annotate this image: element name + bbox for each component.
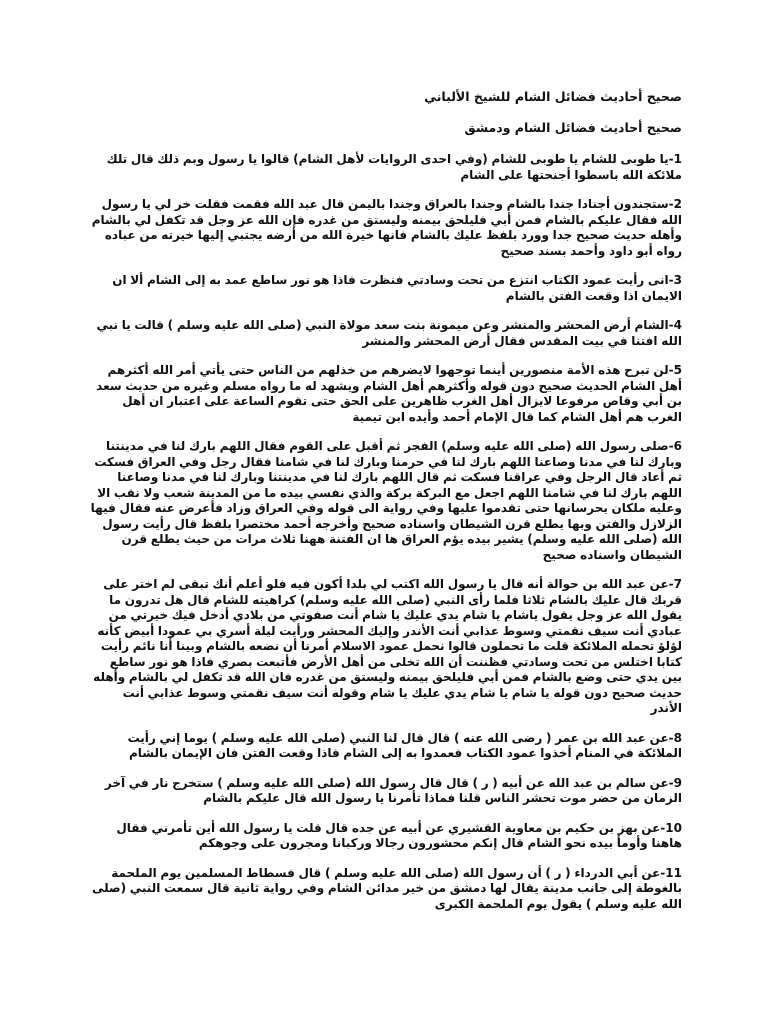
- hadith-paragraph-1: 1-يا طوبى للشام يا طوبى للشام (وفي احدى الروايات لأهل الشام) قالوا يا رسول وبم ذلك قال تلك ملائكة الله باسطوا أجنحتها على الشام: [106, 152, 682, 182]
- hadith-paragraph-4: 4-الشام أرض المحشر والمنشر وعن ميمونة بنت سعد مولاة النبي (صلى الله عليه وسلم ) قالت يا نبي الله افتنا في بيت المقدس فقال أرض المحشر والمنشر: [96, 318, 682, 348]
- hadith-paragraph-8: 8-عن عبد الله بن عمر ( رضى الله عنه ) قال قال لنا النبي (صلى الله عليه وسلم ) يوما إني رأيت الملائكة في المنام أخذوا عمود الكتاب فعمدوا به إلى الشام فاذا وقعت الفتن فان الإيمان بالشام: [127, 730, 682, 760]
- hadith-paragraph-6: 6-صلى رسول الله (صلى الله عليه وسلم) الفجر ثم أقبل على القوم فقال اللهم بارك لنا في مدينتنا وبارك لنا في مدنا وصاعنا اللهم بارك لنا في حرمنا وبارك لنا في شامنا فقال رجل وفي العراق فسكت ثم أعاد قال الرجل وفي عراقنا فسكت ثم قال اللهم بارك لنا في مدينتنا وبارك لنا في مدنا وصاعنا اللهم بارك لنا في شامنا اللهم اجعل مع البركة بركة والذي نفسي بيده ما من المدينة شعب ولا نقب الا وعليه ملكان يحرسانها حتى تقدموا عليها وفي رواية الى قوله وفي العراق وزاد فأعرض عنه فقال فيها الزلازل والفتن وبها يطلع قرن الشيطان واسناده صحيح وأخرجه أحمد مختصرا بلفظ قال رأيت رسول الله (صلى الله عليه وسلم) يشير بيده يؤم العراق ها ان الفتنة ههنا ثلاث مرات من حيث يطلع قرن الشيطان واسناده صحيح: [90, 439, 682, 562]
- hadith-paragraph-11: 11-عن أبي الدرداء ( ر ) أن رسول الله (صلى الله عليه وسلم ) قال فسطاط المسلمين يوم الملحمة بالغوطة إلى جانب مدينة يقال لها دمشق من خير مدائن الشام وفي رواية ثانية قال سمعت النبي (صلى الله عليه وسلم ) يقول يوم الملحمة الكبرى: [91, 865, 682, 911]
- hadith-paragraph-10: 10-عن بهز بن حكيم بن معاوية القشيري عن أبيه عن جده قال قلت يا رسول الله أين تأمرني فقال هاهنا وأومأ بيده نحو الشام قال إنكم محشورون رجالا وركبانا ومجرون على وجوهكم: [116, 820, 682, 850]
- hadith-paragraph-7: 7-عن عبد الله بن حوالة أنه قال يا رسول الله اكتب لي بلدا أكون فيه فلو أعلم أنك تبقى لم اختر على قربك قال عليك بالشام ثلاثا فلما رأى النبي (صلى الله عليه وسلم) كراهيته للشام قال هل تدرون ما يقول الله عز وجل يقول ياشام يا شام يدي عليك يا شام أنت صفوتي من بلادي أدخل فيك خيرتي من عبادي أنت سيف نقمتي وسوط عذابي أنت الأندر وإليك المحشر ورأيت ليلة أسري بي عمودا أبيض كأنه لؤلؤ تحمله الملائكة قلت ما تحملون قالوا نحمل عمود الاسلام أمرنا أن نضعه بالشام وبينا أنا نائم رأيت كتابا اختلس من تحت وسادتي فظننت أن الله تخلى من أهل الأرض فأتبعت بصري فاذا هو نور ساطع بين يدي حتى وضع بالشام فمن أبي فليلحق بيمنه وليستق من غدره فان الله قد تكفل لي بالشام وأهله حديث صحيح دون قوله يا شام يا شام يدي عليك يا شام وقوله أنت سيف نقمتي وسوط عذابي أنت الأندر: [93, 577, 682, 715]
- hadith-paragraph-5: 5-لن تبرح هذه الأمة منصورين أينما توجهوا لايضرهم من خذلهم من الناس حتى يأتي أمر الله أكثرهم أهل الشام الحديث صحيح دون قوله وأكثرهم أهل الشام ويشهد له ما رواه مسلم وغيره من حديث سعد بن أبي وقاص مرفوعا لايزال أهل الغرب ظاهرين على الحق حتى تقوم الساعة على اعتبار ان أهل الغرب هم أهل الشام كما قال الإمام أحمد وأيده ابن تيمية: [96, 363, 682, 424]
- hadith-paragraph-3: 3-انى رأيت عمود الكتاب انتزع من تحت وسادتي فنظرت فاذا هو نور ساطع عمد به إلى الشام ألا ان الايمان اذا وقعت الفتن بالشام: [112, 273, 682, 303]
- document-page: [88, 88, 682, 926]
- hadith-paragraph-9: 9-عن سالم بن عبد الله عن أبيه ( ر ) قال قال رسول الله (صلى الله عليه وسلم ) ستخرج نار في آخر الزمان من حضر موت تحشر الناس قلنا فماذا تأمرنا يا رسول الله قال عليكم بالشام: [104, 775, 682, 805]
- hadith-paragraph-2: 2-ستجندون أجنادا جندا بالشام وجندا بالعراق وجندا باليمن قال عبد الله فقمت فقلت خر لي يا رسول الله فقال عليكم بالشام فمن أبي فليلحق بيمنه وليستق من غدره فإن الله عز وجل قد تكفل لي بالشام وأهله حديث صحيح جدا وورد بلفظ عليك بالشام فانها خيرة الله من أرضه يجتبي إليها خيرته من عباده رواه أبو داود وأحمد بسند صحيح: [91, 197, 682, 258]
- document-title: صحيح أحاديث فضائل الشام للشيخ الألباني: [424, 89, 682, 104]
- document-subtitle: صحيح أحاديث فضائل الشام ودمشق: [464, 120, 682, 135]
